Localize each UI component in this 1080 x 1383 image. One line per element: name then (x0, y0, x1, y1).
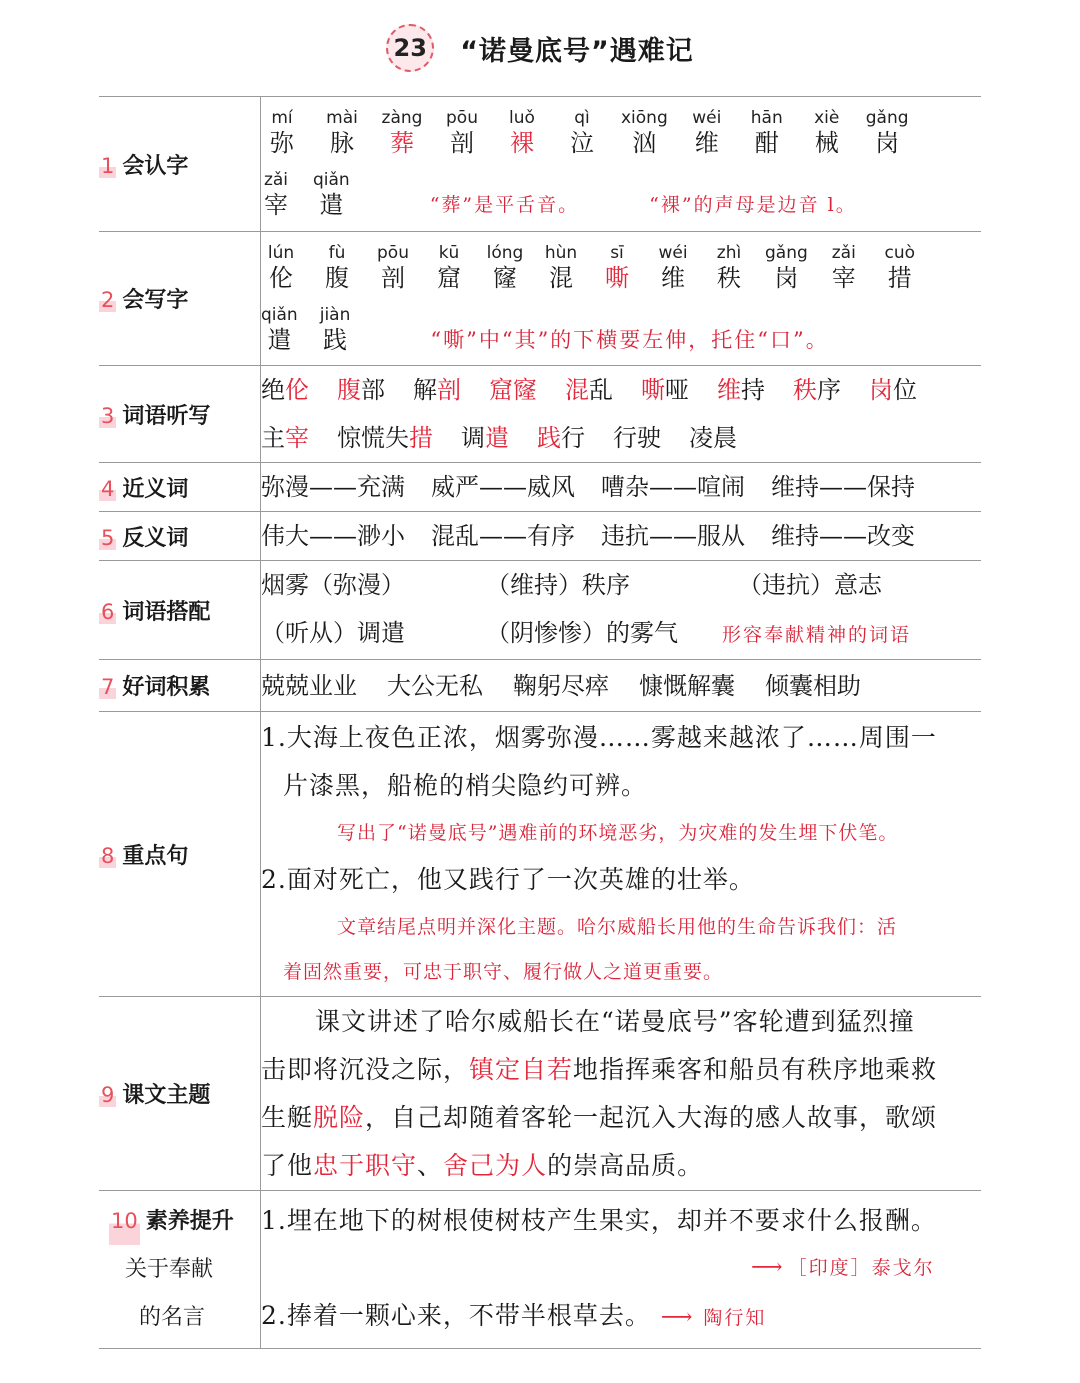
word-part: 乱 (589, 376, 613, 404)
pinyin: sī (610, 242, 624, 263)
pinyin-char (261, 170, 291, 220)
word-part-highlight: 嘶 (641, 376, 665, 404)
pinyin: wéi (692, 108, 722, 128)
hanzi: 维 (661, 263, 685, 292)
pinyin-char (709, 243, 749, 293)
word-pair: 弥漫——充满 (261, 473, 405, 501)
dictation-word (613, 414, 661, 462)
hanzi: 岗 (774, 263, 799, 292)
word-part-highlight: 秩 (793, 376, 817, 404)
pinyin-char (746, 108, 788, 158)
pinyin: pōu (446, 108, 478, 128)
row-antonyms (99, 512, 981, 561)
word-part: 哑 (665, 376, 689, 404)
dictation-word (489, 366, 537, 414)
dictation-word (641, 366, 689, 414)
pinyin: pōu (377, 242, 409, 263)
pinyin-row (261, 108, 981, 158)
word-part: 解 (413, 376, 437, 404)
word-pair: 维持——保持 (771, 473, 915, 501)
content-recognize (261, 97, 982, 232)
pinyin: gǎng (765, 242, 808, 263)
label-write: 2 会写字 (99, 232, 261, 366)
pinyin-row (261, 305, 981, 355)
pinyin: xiè (814, 108, 840, 128)
row-good-words (99, 660, 981, 712)
dictation-word (869, 366, 917, 414)
dictation-word (793, 366, 841, 414)
word-part-highlight: 伦 (285, 376, 309, 404)
pinyin-char (621, 108, 668, 158)
word-part: 持 (741, 376, 765, 404)
content-theme: 课文讲述了哈尔威船长在“诺曼底号”客轮遭到猛烈撞 击即将沉没之际，镇定自若地指挥乘客和船员有秩序地乘救 生艇脱险，自己却随着客轮一起沉入大海的感人故事，歌颂 了他忠于职守、舍己为人的崇高品质。 (261, 997, 982, 1191)
row-dictation (99, 366, 981, 463)
word-part: 位 (893, 376, 917, 404)
dictation-word (461, 414, 509, 462)
pinyin: mài (326, 108, 358, 128)
word-pair: 倾囊相助 (765, 671, 861, 700)
pinyin: jiàn (319, 304, 351, 325)
word-part: 惊慌失 (337, 424, 409, 452)
pinyin: lóng (486, 242, 524, 263)
word-pair: 大公无私 (387, 671, 483, 700)
word-part-highlight: 混 (565, 376, 589, 404)
pinyin-char (501, 108, 543, 158)
content-collocations: 烟雾（弥漫） （维持）秩序 （违抗）意志 （听从）调遣 （阴惨惨）的雾气 形容奉献精神的词语 (261, 561, 982, 660)
dictation-word (337, 366, 385, 414)
dictation-word (717, 366, 765, 414)
pinyin-char (824, 243, 864, 293)
lesson-number-badge: 23 (386, 24, 434, 72)
word-part: 序 (817, 376, 841, 404)
pinyin-char (686, 108, 728, 158)
word-pair: 慷慨解囊 (639, 671, 735, 700)
word-pair: 嘈杂——喧闹 (601, 473, 745, 501)
pinyin: hùn (544, 242, 578, 263)
content-write (261, 232, 982, 366)
pinyin-row (261, 170, 981, 220)
pinyin-char (261, 243, 301, 293)
annotation: “裸”的声母是边音 l。 (649, 194, 857, 216)
hanzi: 维 (694, 129, 719, 157)
pinyin: hān (750, 108, 783, 128)
arrow-icon: ⟶ (660, 1305, 694, 1330)
pinyin: qì (574, 108, 590, 128)
word-pair: 混乱——有序 (431, 522, 575, 550)
dictation-line (261, 414, 981, 462)
word-pair: 伟大——渺小 (261, 522, 405, 550)
word-part-highlight: 岗 (869, 376, 893, 404)
pinyin-char (321, 108, 363, 158)
pinyin-char (485, 243, 525, 293)
hanzi: 宰 (264, 191, 288, 219)
label-good-words: 7 好词积累 (99, 660, 261, 712)
dictation-line (261, 366, 981, 414)
word-part-highlight: 腹 (337, 376, 361, 404)
word-part: 凌晨 (689, 424, 737, 452)
word-part: 主 (261, 424, 285, 452)
arrow-icon: ⟶ (751, 1255, 783, 1280)
hanzi: 泣 (570, 129, 594, 157)
content-synonyms (261, 463, 982, 512)
hanzi: 弥 (270, 129, 294, 157)
pinyin-char (880, 243, 920, 293)
hanzi: 嘶 (605, 263, 629, 292)
word-part: 部 (361, 376, 385, 404)
dictation-word (261, 414, 309, 462)
annotation: “葬”是平舌音。 (429, 194, 580, 216)
word-pair: 威严——威风 (431, 473, 575, 501)
word-part-highlight: 遣 (485, 424, 509, 452)
hanzi: 措 (887, 263, 912, 292)
pinyin-char (313, 170, 350, 220)
pinyin-char (441, 108, 483, 158)
hanzi: 遣 (319, 191, 344, 219)
pinyin-char (317, 243, 357, 293)
word-part: 行驶 (613, 424, 661, 452)
pinyin: luǒ (509, 108, 535, 128)
label-quotes: 10 素养提升 关于奉献 的名言 (99, 1191, 261, 1349)
annotation: 文章结尾点明并深化主题。哈尔威船长用他的生命告诉我们：活 (337, 916, 898, 938)
word-part-highlight: 措 (409, 424, 433, 452)
word-part-highlight: 宰 (285, 424, 309, 452)
pinyin-char (765, 243, 808, 293)
word-part-highlight: 剖 (437, 376, 461, 404)
pinyin: wéi (658, 242, 688, 263)
pinyin-char (597, 243, 637, 293)
pinyin: gǎng (865, 108, 909, 128)
hanzi: 葬 (390, 129, 414, 157)
pinyin-char (541, 243, 581, 293)
annotation: 写出了“诺曼底号”遇难前的环境恶劣，为灾难的发生埋下伏笔。 (337, 822, 899, 844)
label-recognize: 1 会认字 (99, 97, 261, 232)
pinyin-char (429, 243, 469, 293)
pinyin: lún (267, 242, 295, 263)
pinyin-char (653, 243, 693, 293)
row-collocations (99, 561, 981, 660)
row-quotes (99, 1191, 981, 1349)
content-quotes: 1.埋在地下的树根使树枝产生果实，却并不要求什么报酬。 ⟶ ［印度］泰戈尔 2.捧着一颗心来，不带半根草去。 ⟶ 陶行知 (261, 1191, 982, 1349)
row-synonyms (99, 463, 981, 512)
hanzi: 脉 (330, 129, 354, 157)
content-antonyms (261, 512, 982, 561)
lesson-title: “诺曼底号”遇难记 (460, 35, 694, 67)
word-pair: 违抗——服从 (601, 522, 745, 550)
pinyin: kū (438, 242, 460, 263)
hanzi: 剖 (450, 129, 474, 157)
word-pair: 维持——改变 (771, 522, 915, 550)
hanzi: 裸 (510, 129, 534, 157)
pinyin-char (261, 305, 298, 355)
annotation: “嘶”中“其”的下横要左伸，托住“口”。 (430, 327, 829, 352)
hanzi: 腹 (325, 263, 349, 292)
hanzi: 宰 (831, 263, 856, 292)
label-dictation: 3 词语听写 (99, 366, 261, 463)
study-table (99, 96, 981, 1349)
word-pair: 鞠躬尽瘁 (513, 671, 609, 700)
quote-author: 陶行知 (703, 1307, 767, 1329)
word-part: 行 (561, 424, 585, 452)
label-key-sentences: 8 重点句 (99, 712, 261, 997)
label-antonyms: 5 反义词 (99, 512, 261, 561)
hanzi: 岗 (875, 129, 900, 157)
pinyin-char (561, 108, 603, 158)
hanzi: 遣 (267, 325, 292, 354)
hanzi: 汹 (632, 129, 657, 157)
row-write-chars (99, 232, 981, 366)
quote-author: ［印度］泰戈尔 (787, 1257, 935, 1279)
annotation: 形容奉献精神的词语 (722, 624, 912, 646)
pinyin: qiǎn (261, 304, 298, 325)
word-part: 绝 (261, 376, 285, 404)
hanzi: 伦 (269, 263, 293, 292)
dictation-word (537, 414, 585, 462)
word-part-highlight: 践 (537, 424, 561, 452)
pinyin: fù (328, 242, 346, 263)
pinyin: zàng (381, 108, 423, 128)
pinyin: zhì (716, 242, 742, 263)
pinyin-char (381, 108, 423, 158)
row-key-sentences (99, 712, 981, 997)
hanzi: 秩 (717, 263, 741, 292)
pinyin-char (806, 108, 848, 158)
hanzi: 窿 (493, 263, 517, 292)
hanzi: 窟 (437, 263, 461, 292)
hanzi: 混 (549, 263, 573, 292)
content-dictation (261, 366, 982, 463)
dictation-word (689, 414, 737, 462)
label-synonyms: 4 近义词 (99, 463, 261, 512)
pinyin: cuò (884, 242, 916, 263)
word-part: 调 (461, 424, 485, 452)
pinyin-char (320, 305, 351, 355)
label-collocations: 6 词语搭配 (99, 561, 261, 660)
pinyin: zǎi (263, 170, 289, 190)
row-theme (99, 997, 981, 1191)
pinyin-char (866, 108, 909, 158)
dictation-word (565, 366, 613, 414)
hanzi: 械 (814, 129, 839, 157)
row-recognize-chars (99, 97, 981, 232)
dictation-word (261, 366, 309, 414)
word-part-highlight: 维 (717, 376, 741, 404)
content-good-words (261, 660, 982, 712)
dictation-word (413, 366, 461, 414)
pinyin: xiōng (621, 108, 668, 128)
word-pair: 兢兢业业 (261, 671, 357, 700)
dictation-word (337, 414, 433, 462)
pinyin: zǎi (831, 242, 856, 263)
hanzi: 剖 (381, 263, 405, 292)
word-part-highlight: 窟窿 (489, 376, 537, 404)
pinyin-char (373, 243, 413, 293)
hanzi: 酣 (754, 129, 779, 157)
hanzi: 践 (323, 325, 348, 354)
pinyin: qiǎn (313, 170, 350, 190)
pinyin-row (261, 243, 981, 293)
content-key-sentences: 1.大海上夜色正浓，烟雾弥漫……雾越来越浓了……周围一 片漆黑，船桅的梢尖隐约可辨。 写出了“诺曼底号”遇难前的环境恶劣，为灾难的发生埋下伏笔。 2.面对死亡，他又践行了一次英雄的壮举。 文章结尾点明并深化主题。哈尔威船长用他的生命告诉我们：活 着固然重要，可忠于职守、履行做人之道更重要。 (261, 712, 982, 997)
annotation: 着固然重要，可忠于职守、履行做人之道更重要。 (283, 961, 724, 983)
label-theme: 9 课文主题 (99, 997, 261, 1191)
pinyin-char (261, 108, 303, 158)
pinyin: mí (271, 108, 293, 128)
lesson-header (0, 22, 1080, 74)
